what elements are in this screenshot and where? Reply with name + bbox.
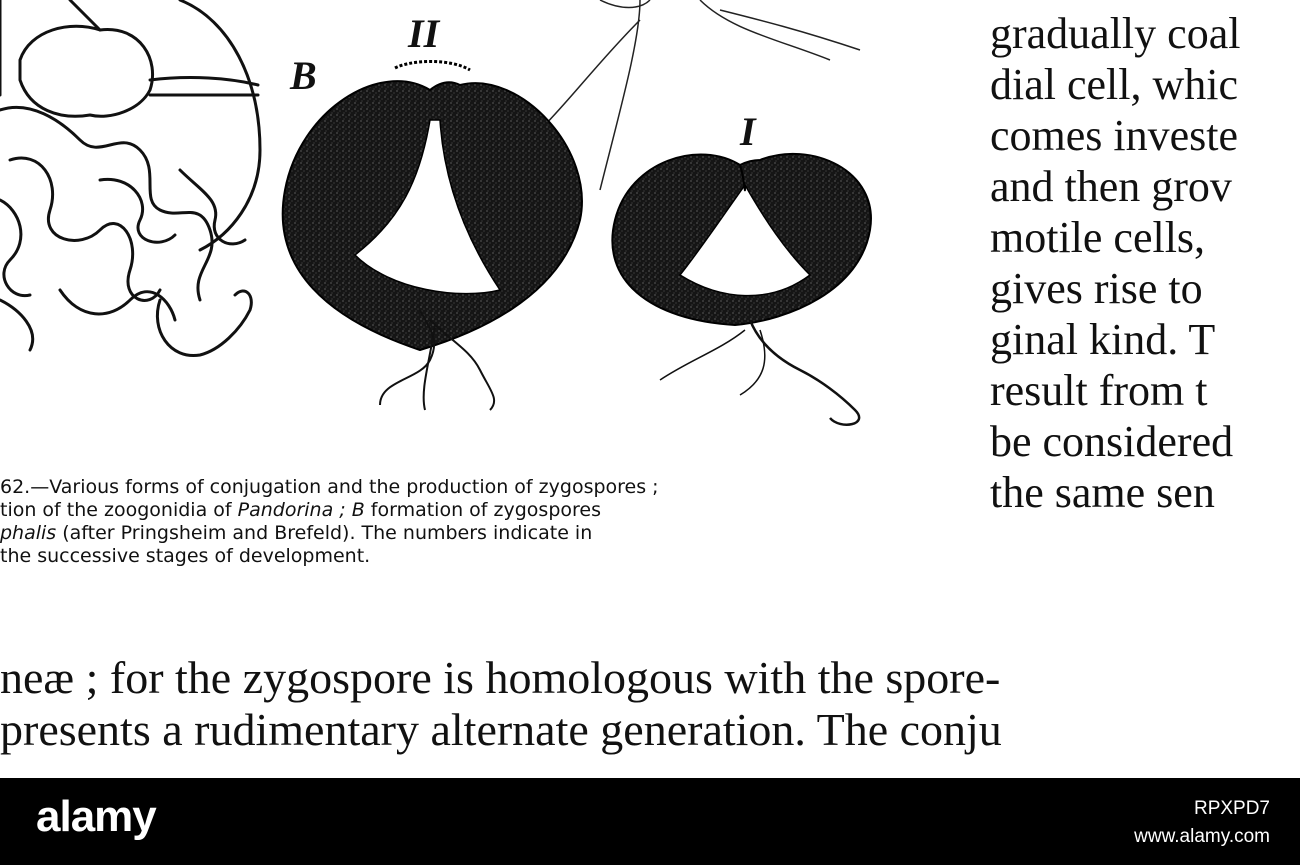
side-column-text	[990, 0, 1300, 518]
side-line-8: result from t	[990, 366, 1208, 415]
side-line-9: be considered	[990, 417, 1234, 466]
left-panel-drawing	[0, 0, 260, 356]
side-line-1: gradually coal	[990, 9, 1241, 58]
caption-line-2-b: Pandorina ; B	[237, 499, 365, 521]
figure-caption	[0, 476, 945, 568]
image-id: RPXPD7	[1193, 798, 1270, 819]
label-B: B	[290, 53, 317, 98]
alamy-logo: alamy	[36, 792, 156, 841]
label-I: I	[740, 109, 756, 154]
caption-line-2-c: formation of zygospores	[364, 499, 601, 521]
caption-line-3	[0, 522, 945, 545]
caption-line-1: 62.—Various forms of conjugation and the production of zygospores ;	[0, 476, 659, 498]
watermark-bar	[0, 778, 1300, 865]
botanical-figure	[0, 0, 960, 430]
side-line-5: motile cells,	[990, 213, 1206, 262]
side-line-6: gives rise to	[990, 264, 1203, 313]
watermark-url: www.alamy.com	[1134, 826, 1270, 847]
figure-illustration	[0, 0, 960, 430]
side-line-4: and then grov	[990, 162, 1232, 211]
side-line-7: ginal kind. T	[990, 315, 1216, 364]
caption-line-2-a: tion of the zoogonidia of	[0, 499, 238, 521]
body-text	[0, 652, 1300, 756]
body-line-1: neæ ; for the zygospore is homologous with the spore-	[0, 652, 1001, 703]
side-line-2: dial cell, whic	[990, 60, 1239, 109]
caption-line-3-a: phalis	[0, 522, 57, 544]
zygospore-II	[283, 62, 582, 411]
caption-line-4: the successive stages of development.	[0, 545, 371, 567]
caption-line-2	[0, 499, 945, 522]
side-line-3: comes investe	[990, 111, 1239, 160]
side-line-10: the same sen	[990, 468, 1215, 517]
body-line-2: presents a rudimentary alternate generation. The conju	[0, 704, 1002, 755]
zygospore-I	[612, 154, 871, 425]
caption-line-3-b: (after Pringsheim and Brefeld). The numbers indicate in	[56, 522, 593, 544]
label-II: II	[408, 11, 440, 56]
